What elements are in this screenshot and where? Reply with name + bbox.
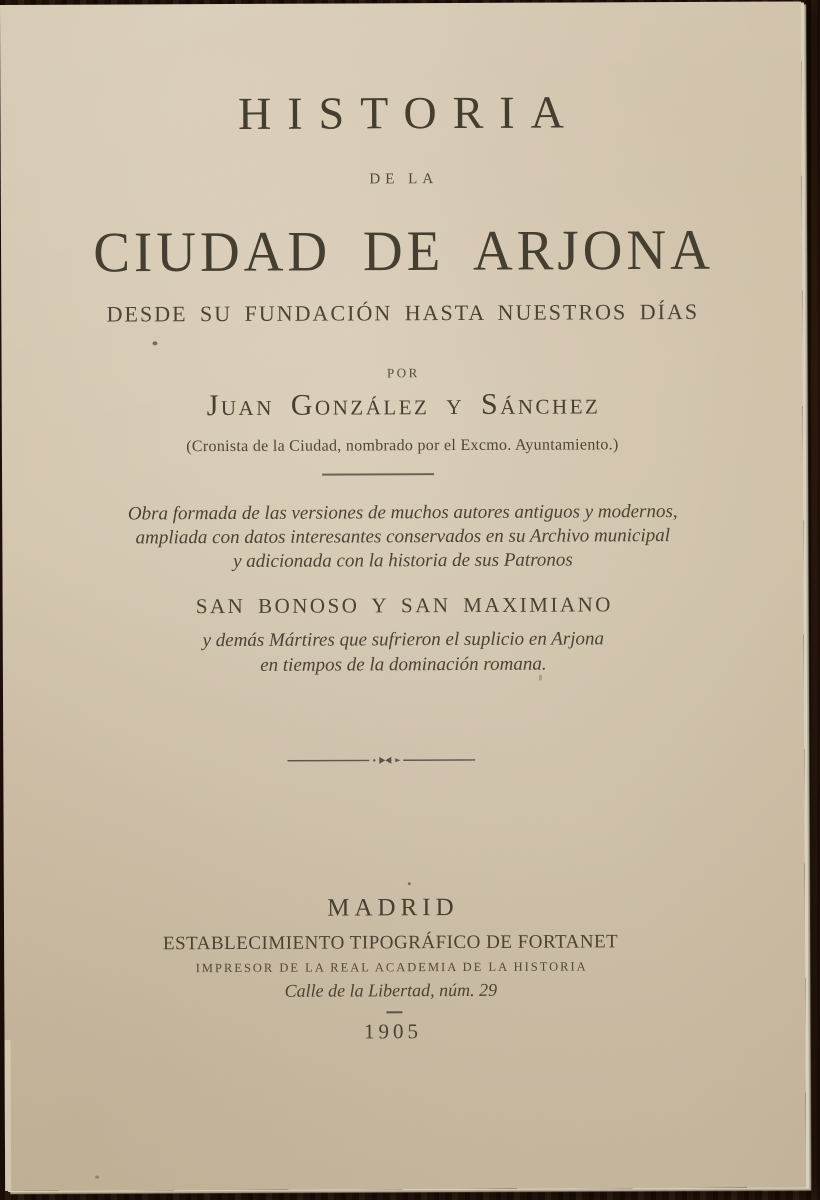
imprint-publisher: ESTABLECIMIENTO TIPOGRÁFICO DE FORTANET	[162, 931, 619, 955]
print-speck	[408, 882, 411, 885]
main-title: CIUDAD DE ARJONA	[93, 217, 715, 284]
paper-blemish	[95, 1176, 99, 1179]
description-line: y adicionada con la historia de sus Patronos	[233, 549, 573, 572]
byline-label: POR	[386, 365, 420, 381]
martyrs-line: y demás Mártires que sufrieron el suplicio en Arjona	[202, 628, 605, 652]
title-prefix: DE LA	[369, 171, 439, 188]
imprint-city: MADRID	[327, 894, 459, 922]
imprint-year: 1905	[363, 1019, 423, 1044]
patrons-title: SAN BONOSO Y SAN MAXIMIANO	[195, 592, 613, 619]
author-name: Juan González y Sánchez	[206, 387, 601, 423]
author-note: (Cronista de la Ciudad, nombrado por el Excmo. Ayuntamiento.)	[186, 436, 619, 456]
book-page	[0, 2, 806, 1191]
description-line: Obra formada de las versiones de muchos autores antiguos y modernos,	[127, 501, 678, 525]
page-title: HISTORIA	[237, 86, 580, 139]
imprint-dash	[386, 1011, 402, 1013]
description-line: ampliada con datos interesantes conservados en su Archivo municipal	[135, 525, 671, 549]
martyrs-line: en tiempos de la dominación romana.	[260, 653, 547, 676]
imprint-block	[0, 2, 778, 1191]
subtitle: DESDE SU FUNDACIÓN HASTA NUESTROS DÍAS	[106, 298, 700, 327]
underlying-page-edge	[5, 1040, 12, 1191]
imprint-address: Calle de la Libertad, núm. 29	[284, 979, 498, 1001]
imprint-role: IMPRESOR DE LA REAL ACADEMIA DE LA HISTORIA	[195, 959, 588, 976]
